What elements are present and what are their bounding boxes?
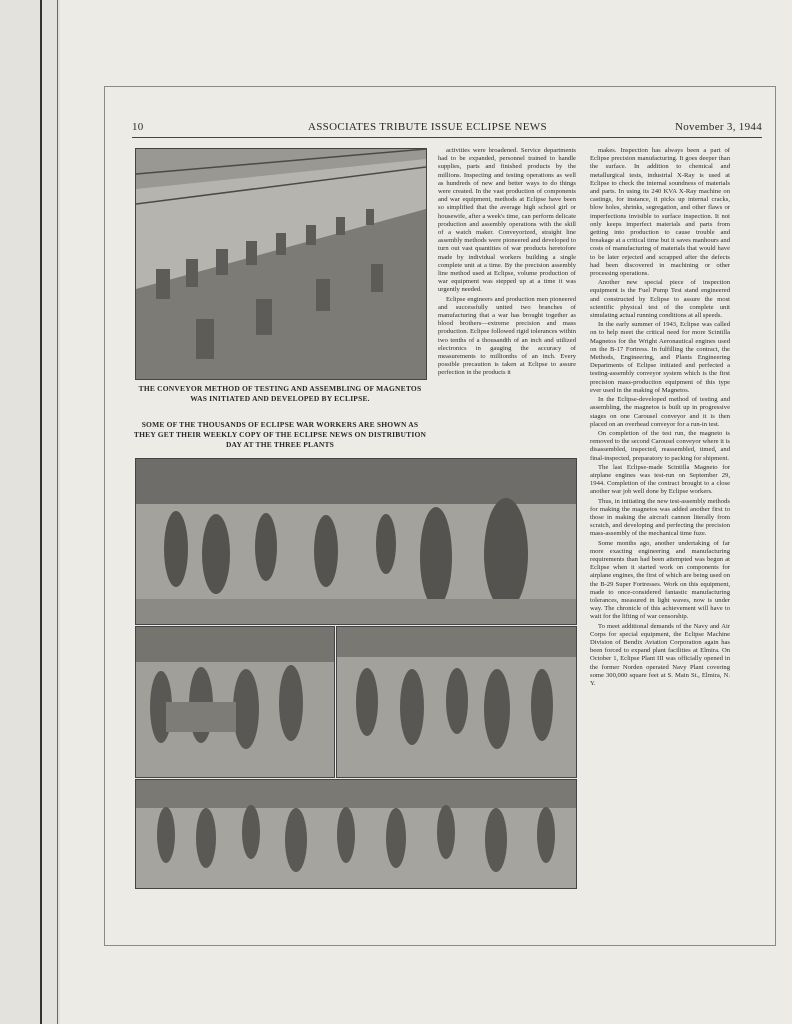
article-paragraph: In the Eclipse-developed method of testing and assembling, the magnetos is built up in progressive stages on one Carousel conveyor and it is then placed on an overhead conveyor for a run-in test.: [590, 396, 730, 428]
workers-photo-top: [135, 458, 577, 625]
publication-title: ASSOCIATES TRIBUTE ISSUE ECLIPSE NEWS: [308, 121, 547, 133]
article-paragraph: On completion of the test run, the magneto is removed to the second Carousel conveyor where it is disassembled, inspected, reassembled, timed, and final-inspected, preparatory to packing for shipment.: [590, 429, 730, 462]
article-paragraph: In the early summer of 1943, Eclipse was called on to help meet the critical need for more Scintilla Magnetos for the Wright Aeronautical engines used on the B-17 Fortress. In fulfilling the contract, the Methods, Engineering, and Plants Engineering Departments of Eclipse initiated and perfected a testing-assembly conveyor system which is the first precision mass-production equipment of this type ever used in the making of Magnetos.: [590, 321, 730, 394]
article-paragraph: Eclipse engineers and production men pioneered and successfully united two branches of manufacturing that a war has brought together as blood brothers—extreme precision and mass production. Eclipse followed rigid tolerances within two tenths of a thousandth of an inch and utilized electronics in gauging the accuracy of measurements to millionths of an inch. Every possible precaution is taken at Eclipse to assure perfection in the products it: [438, 295, 576, 377]
article-paragraph: activities were broadened. Service departments had to be expanded, personnel trained to handle supplies, parts and finished products by the millions. Inspecting and testing operations as well as hundreds of new and better ways to do things were created. In the vast production of components and war equipment, methods at Eclipse have been so simplified that the average high school girl or housewife, after a week's time, can perform delicate production and assembly operations with the skill of a watch maker. Conveyorized, straight line assembly methods were pioneered and developed to turn out vast quantities of war products heretofore made by individual workers building a single complete unit at a time. By the precision assembly line method used at Eclipse, volume production of war equipment was stepped up at a time it was urgently needed.: [438, 147, 576, 294]
workers-caption: SOME OF THE THOUSANDS OF ECLIPSE WAR WORKERS ARE SHOWN AS THEY GET THEIR WEEKLY COPY OF THE ECLIPSE NEWS ON DISTRIBUTION DAY AT THE THREE PLANTS: [133, 420, 427, 449]
workers-photo-middle-right: [336, 626, 577, 778]
article-paragraph: makes. Inspection has always been a part of Eclipse precision manufacturing. It goes deeper than the surface. In addition to chemical and metallurgical tests, industrial X-Ray is used at Eclipse to check the internal soundness of materials and parts. In using its 240 KVA X-Ray machine on castings, for instance, it picks up internal cracks, blow holes, shrinks, segregation, and other flaws or imperfections invisible to surface inspection. It not only keeps imperfect materials and parts from getting into production to cause trouble and breakage at a critical time but it saves manhours and costs of manufacturing of materials that would have to be later rejected and scrapped after the defects had been discovered in machining or other processing operations.: [590, 147, 730, 278]
binder-rule-thin: [57, 0, 58, 1024]
workers-photo-bottom: [135, 779, 577, 889]
issue-date: November 3, 1944: [675, 121, 762, 133]
article-paragraph: Some months ago, another undertaking of far more exacting engineering and manufacturing requirements than had been attempted was begun at Eclipse when it started work on components for airplane engines, the first of which are being used on the B-29 Super Fortresses. Work on this equipment, made to once-considered fantastic manufacturing tolerances, measured in light waves, now is under way. The chronicle of this achievement will have to wait for the lifting of war censorship.: [590, 539, 730, 621]
workers-photo-middle-left: [135, 626, 335, 778]
conveyor-photo: [135, 148, 427, 380]
article-column-right: [590, 147, 730, 937]
article-paragraph: To meet additional demands of the Navy and Air Corps for special equipment, the Eclipse Machine Division of Bendix Aviation Corporation again has been forced to expand plant facilities at Elmira. On October 1, Eclipse Plant III was officially opened in the former Norden operated Navy Plant covering some 300,000 square feet at S. Main St., Elmira, N. Y.: [590, 622, 730, 687]
article-paragraph: The last Eclipse-made Scintilla Magneto for airplane engines was test-run on September 29, 1944. Completion of the contract brought to a close another war job well done by Eclipse workers.: [590, 463, 730, 496]
article-column-middle: [438, 147, 576, 452]
binder-margin: [0, 0, 60, 1024]
page-number: 10: [132, 121, 144, 133]
article-paragraph: Thus, in initiating the new test-assembly methods for making the magnetos was added another first to those in making the aircraft cannon literally from scratch, and developing and perfecting the precision mass-assembly of the mechanical time fuze.: [590, 497, 730, 538]
binder-rule: [40, 0, 42, 1024]
page-header: [132, 121, 762, 137]
article-paragraph: Another new special piece of inspection equipment is the Fuel Pump Test stand engineered and constructed by Eclipse to assure the most scientific physical test of the complete unit simulating actual running conditions at all speeds.: [590, 279, 730, 320]
conveyor-caption: THE CONVEYOR METHOD OF TESTING AND ASSEMBLING OF MAGNETOS WAS INITIATED AND DEVELOPED BY ECLIPSE.: [138, 384, 422, 403]
header-rule: [132, 137, 762, 138]
